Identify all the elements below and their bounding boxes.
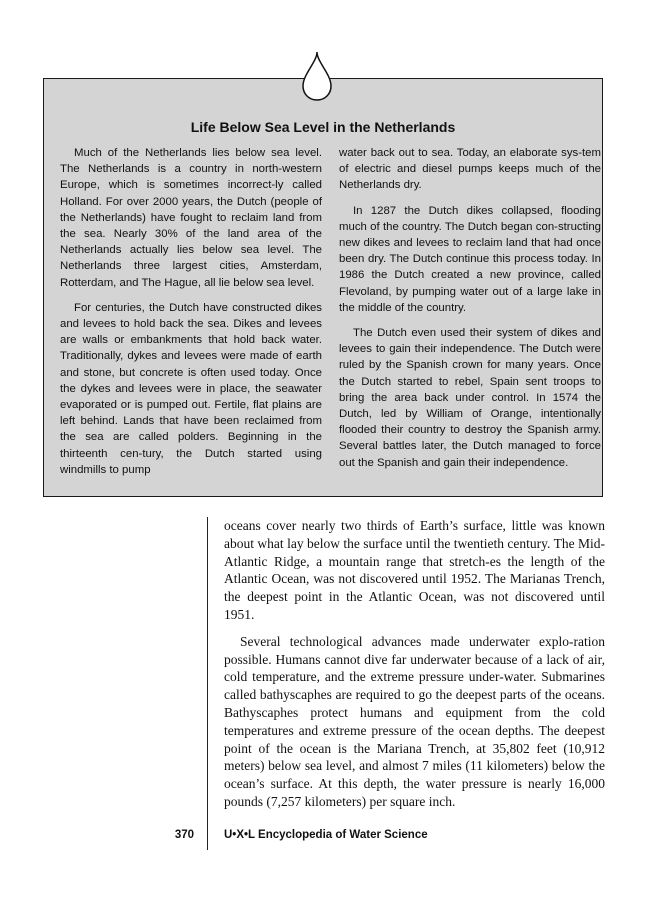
sidebar-title: Life Below Sea Level in the Netherlands bbox=[190, 119, 456, 135]
sidebar-paragraph: The Dutch even used their system of dikes and levees to gain their independence. The Dutch were ruled by the Spanish crown for many years. Once the Dutch started to rebel, Spain sent troops to bring the area back under control. In 1574 the Dutch, led by William of Orange, intentionally flooded their country to destroy the Spanish army. Several battles later, the Dutch managed to force out the Spanish and gain their independence. bbox=[339, 327, 601, 469]
body-paragraph: Several technological advances made underwater explo-ration possible. Humans cannot dive far underwater because of a lack of air, cold temperature, and the extreme pressure under-water. Submarines called bathyscaphes are required to go the deepest parts of the oceans. Bathyscaphes protect humans and equipment from the cold temperatures and extreme pressure of the ocean depths. The deepest point of the ocean is the Mariana Trench, at 35,802 feet (10,912 meters) below sea level, and almost 7 miles (11 kilometers) below the ocean’s surface. At this depth, the water pressure is nearly 16,000 pounds (7,257 kilometers) per square inch. bbox=[224, 633, 605, 809]
sidebar-paragraph: For centuries, the Dutch have constructed dikes and levees to hold back the sea. Dikes and levees are walls or embankments that hold back water. Traditionally, dykes and levees were made of earth and stone, but concrete is often used today. Once the dykes and levees were in place, the seawater evaporated or is pumped out. Fertile, flat plains are left behind. Lands that have been reclaimed from the sea are called polders. Beginning in the thirteenth cen-tury, the Dutch started using windmills to pump bbox=[60, 301, 322, 476]
sidebar-paragraph: Much of the Netherlands lies below sea level. The Netherlands is a country in north-western Europe, which is sometimes incorrect-ly called Holland. For over 2000 years, the Dutch (people of the Netherlands) have fought to reclaim land from the sea. Nearly 30% of the land area of the Netherlands actually lies below sea level. The Netherlands three largest cities, Amsterdam, Rotterdam, and The Hague, all lie below sea level. bbox=[60, 147, 322, 289]
column-divider bbox=[207, 517, 208, 850]
book-title: U•X•L Encyclopedia of Water Science bbox=[224, 829, 428, 841]
sidebar-box bbox=[43, 78, 603, 497]
sidebar-left-column bbox=[60, 145, 322, 487]
water-drop-icon bbox=[300, 50, 334, 102]
sidebar-right-column bbox=[339, 145, 601, 480]
sidebar-paragraph: water back out to sea. Today, an elaborate sys-tem of electric and diesel pumps keeps much of the Netherlands dry. bbox=[339, 147, 601, 192]
page-number: 370 bbox=[174, 829, 194, 841]
sidebar-paragraph: In 1287 the Dutch dikes collapsed, flooding much of the country. The Dutch began con-structing new dikes and levees to reclaim land that had once been dry. The Dutch continue this process today. In 1986 the Dutch created a new province, called Flevoland, by pumping water out of a large lake in the middle of the country. bbox=[339, 204, 601, 314]
body-paragraph: oceans cover nearly two thirds of Earth’s surface, little was known about what lay below the surface until the twentieth century. The Mid-Atlantic Ridge, a mountain range that stretch-es the length of the Atlantic Ocean, was not discovered until 1952. The Marianas Trench, the deepest point in the Atlantic Ocean, was not discovered until 1951. bbox=[224, 518, 605, 622]
body-text bbox=[224, 517, 605, 820]
